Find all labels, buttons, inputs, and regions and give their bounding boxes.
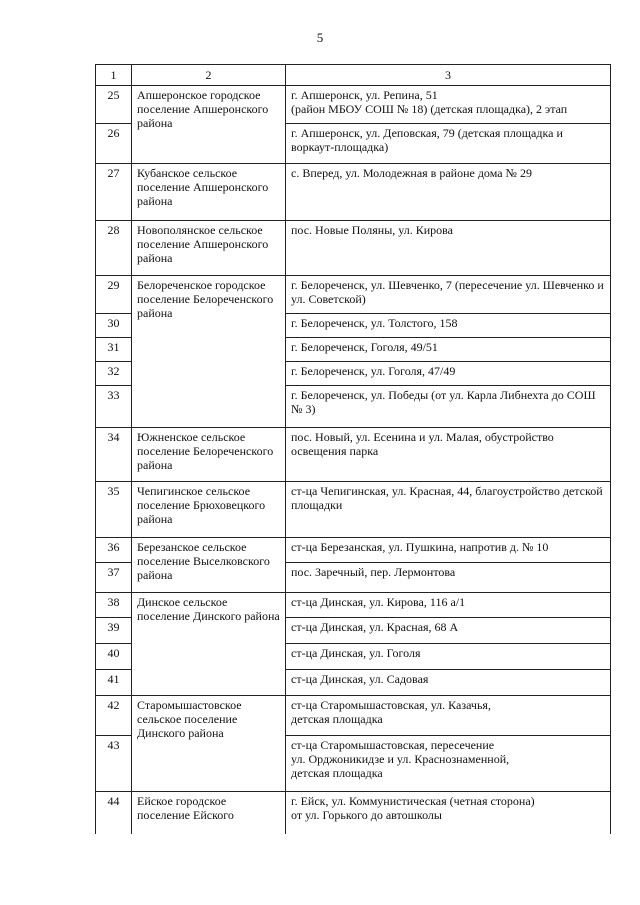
table-row xyxy=(96,428,611,482)
row-number: 37 xyxy=(96,563,132,593)
row-number: 41 xyxy=(96,670,132,696)
municipality-cell: Южненское сельское поселение Белореченского района xyxy=(132,428,286,482)
table-row xyxy=(96,276,611,314)
row-number: 34 xyxy=(96,428,132,482)
row-number: 28 xyxy=(96,221,132,276)
row-number: 43 xyxy=(96,736,132,792)
table-row xyxy=(96,482,611,538)
row-number: 30 xyxy=(96,314,132,338)
table-header-row xyxy=(96,65,611,86)
municipality-cell: Апшеронское городское поселение Апшеронского района xyxy=(132,86,286,164)
row-number: 31 xyxy=(96,338,132,362)
address-cell: ст-ца Старомышастовская, ул. Казачья, детская площадка xyxy=(286,696,611,736)
address-cell: ст-ца Динская, ул. Красная, 68 А xyxy=(286,618,611,644)
row-number: 39 xyxy=(96,618,132,644)
address-cell: г. Ейск, ул. Коммунистическая (четная сторона) от ул. Горького до автошколы xyxy=(286,792,611,834)
table-row xyxy=(96,164,611,221)
municipality-cell: Березанское сельское поселение Выселковского района xyxy=(132,538,286,593)
address-cell: с. Вперед, ул. Молодежная в районе дома № 29 xyxy=(286,164,611,221)
row-number: 42 xyxy=(96,696,132,736)
address-cell: г. Белореченск, ул. Победы (от ул. Карла Либнехта до СОШ № 3) xyxy=(286,386,611,428)
address-cell: г. Апшеронск, ул. Деповская, 79 (детская площадка и воркаут-площадка) xyxy=(286,124,611,164)
column-header: 1 xyxy=(96,65,132,86)
row-number: 36 xyxy=(96,538,132,563)
row-number: 27 xyxy=(96,164,132,221)
address-cell: г. Белореченск, ул. Гоголя, 47/49 xyxy=(286,362,611,386)
table-row xyxy=(96,221,611,276)
municipality-cell: Белореченское городское поселение Белореченского района xyxy=(132,276,286,428)
address-cell: г. Белореченск, ул. Шевченко, 7 (пересечение ул. Шевченко и ул. Советской) xyxy=(286,276,611,314)
address-cell: г. Белореченск, Гоголя, 49/51 xyxy=(286,338,611,362)
address-cell: пос. Новые Поляны, ул. Кирова xyxy=(286,221,611,276)
address-cell: ст-ца Динская, ул. Гоголя xyxy=(286,644,611,670)
address-cell: ст-ца Динская, ул. Садовая xyxy=(286,670,611,696)
table-row xyxy=(96,593,611,618)
address-cell: ст-ца Динская, ул. Кирова, 116 а/1 xyxy=(286,593,611,618)
row-number: 35 xyxy=(96,482,132,538)
page-number: 5 xyxy=(316,30,324,45)
row-number: 29 xyxy=(96,276,132,314)
row-number: 40 xyxy=(96,644,132,670)
table-row xyxy=(96,792,611,834)
registry-table xyxy=(95,64,611,834)
column-header: 2 xyxy=(132,65,286,86)
address-cell: ст-ца Чепигинская, ул. Красная, 44, благоустройство детской площадки xyxy=(286,482,611,538)
column-header: 3 xyxy=(286,65,611,86)
row-number: 33 xyxy=(96,386,132,428)
table-row xyxy=(96,538,611,563)
municipality-cell: Чепигинское сельское поселение Брюховецкого района xyxy=(132,482,286,538)
address-cell: пос. Заречный, пер. Лермонтова xyxy=(286,563,611,593)
address-cell: ст-ца Старомышастовская, пересечение ул. Орджоникидзе и ул. Краснознаменной, детская площадка xyxy=(286,736,611,792)
municipality-cell: Новополянское сельское поселение Апшеронского района xyxy=(132,221,286,276)
row-number: 26 xyxy=(96,124,132,164)
municipality-cell: Динское сельское поселение Динского района xyxy=(132,593,286,696)
address-cell: г. Белореченск, ул. Толстого, 158 xyxy=(286,314,611,338)
municipality-cell: Ейское городское поселение Ейского xyxy=(132,792,286,834)
row-number: 25 xyxy=(96,86,132,124)
municipality-cell: Кубанское сельское поселение Апшеронского района xyxy=(132,164,286,221)
row-number: 38 xyxy=(96,593,132,618)
municipality-cell: Старомышастовское сельское поселение Динского района xyxy=(132,696,286,792)
table-row xyxy=(96,86,611,124)
address-cell: ст-ца Березанская, ул. Пушкина, напротив д. № 10 xyxy=(286,538,611,563)
address-cell: г. Апшеронск, ул. Репина, 51 (район МБОУ СОШ № 18) (детская площадка), 2 этап xyxy=(286,86,611,124)
row-number: 44 xyxy=(96,792,132,834)
row-number: 32 xyxy=(96,362,132,386)
table-row xyxy=(96,696,611,736)
address-cell: пос. Новый, ул. Есенина и ул. Малая, обустройство освещения парка xyxy=(286,428,611,482)
